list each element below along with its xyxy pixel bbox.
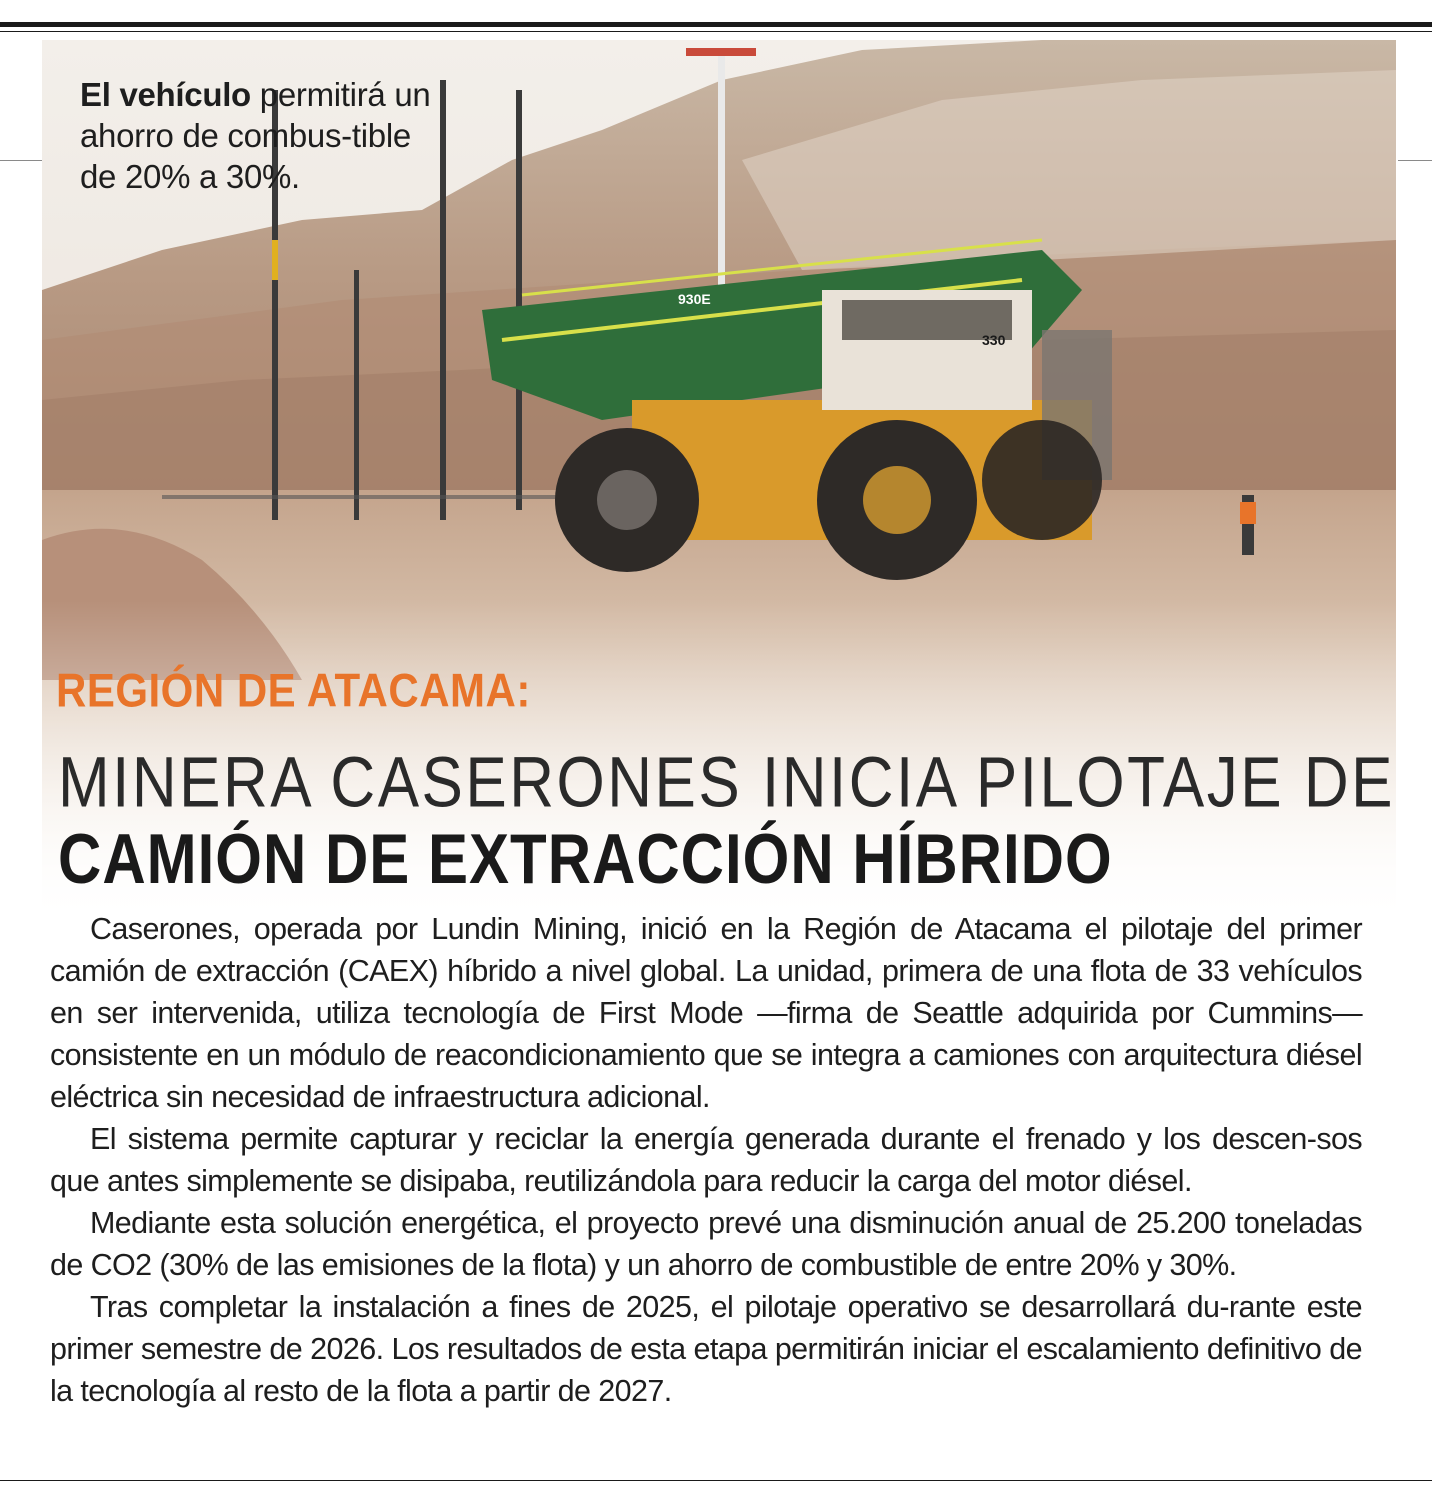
caption-lead: El vehículo xyxy=(80,76,251,113)
article-paragraph: Caserones, operada por Lundin Mining, inició en la Región de Atacama el pilotaje del primer camión de extracción (CAEX) híbrido a nivel global. La unidad, primera de una flota de 33 vehículos en ser intervenida, utiliza tecnología de First Mode —firma de Seattle adquirida por Cummins— consistente en un módulo de reacondicionamiento que se integra a camiones con arquitectura diésel eléctrica sin necesidad de infraestructura adicional. xyxy=(50,912,1362,1114)
headline-line-2: CAMIÓN DE EXTRACCIÓN HÍBRIDO xyxy=(58,819,1113,899)
caption-text: permitirá un ahorro de combus-tible de 20% a 30%. xyxy=(80,76,431,195)
top-rule xyxy=(0,22,1432,27)
bottom-rule xyxy=(0,1480,1432,1481)
photo-caption xyxy=(80,74,440,197)
article-paragraph: Mediante esta solución energética, el proyecto prevé una disminución anual de 25.200 toneladas de CO2 (30% de las emisiones de la flota) y un ahorro de combustible de entre 20% y 30%. xyxy=(50,1206,1362,1282)
side-rule-right xyxy=(1398,160,1432,161)
truck-number-bed: 930E xyxy=(678,291,711,307)
article-paragraph: El sistema permite capturar y reciclar la energía generada durante el frenado y los descen-sos que antes simplemente se disipaba, reutilizándola para reducir la carga del motor diésel. xyxy=(50,1122,1362,1198)
side-rule-left xyxy=(0,160,42,161)
article-body xyxy=(50,908,1362,1412)
article-kicker: REGIÓN DE ATACAMA: xyxy=(56,664,531,717)
article-paragraph: Tras completar la instalación a fines de 2025, el pilotaje operativo se desarrollará du-rante este primer semestre de 2026. Los resultados de esta etapa permitirán iniciar el escalamiento definitivo de la tecnología al resto de la flota a partir de 2027. xyxy=(50,1290,1362,1408)
truck-number-cab: 330 xyxy=(982,332,1006,348)
headline-line-1: MINERA CASERONES INICIA PILOTAJE DE xyxy=(58,743,1395,823)
top-rule-thin xyxy=(0,31,1432,32)
